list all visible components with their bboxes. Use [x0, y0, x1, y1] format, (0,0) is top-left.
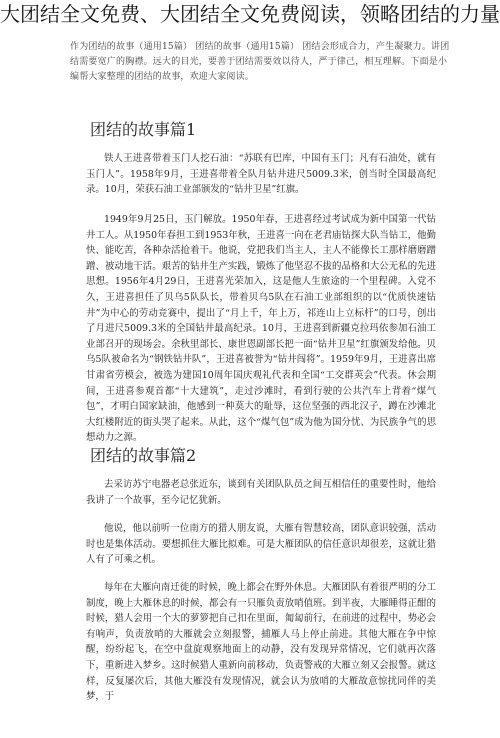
section-2-paragraph-1: 去采访苏宁电器老总张近东，谈到有关团队队员之间互相信任的重要性时，他给我讲了一个故事，至今记忆犹新。 — [86, 479, 436, 506]
section-heading-1: 团结的故事篇1 — [90, 120, 197, 139]
intro-paragraph: 作为团结的故事（通用15篇） 团结的故事（通用15篇） 团结会形成合力，产生凝聚力。讲团结需要宽广的胸襟。远大的目光，要善于团结需要效以待人，严于律己，相互理解。下面是小编帮大家整理的团结的故事，欢迎大家阅读。 — [70, 42, 450, 82]
section-1-paragraph-1: 铁人王进喜带着玉门人挖石油：“苏联有巴库，中国有玉门；凡有石油处，就有玉门人”。1958年9月，王进喜带着全队月钻井进尺5009.3米，创当时全国最高纪录。10月，荣获石油工业部颁发的“钻井卫星”红旗。 — [86, 153, 436, 196]
section-2-paragraph-2: 他说，他以前听一位南方的猎人朋友说，大雁有智慧较高，团队意识较强，活动时也是集体活动。要想抓住大雁比拟难。可是大雁团队的信任意识却很差，这就让猎人有了可乘之机。 — [86, 523, 436, 566]
page-title: 大团结全文免费、大团结全文免费阅读，领略团结的力量 — [0, 2, 500, 26]
section-heading-2: 团结的故事篇2 — [90, 446, 197, 465]
section-1-paragraph-2: 1949年9月25日，玉门解放。1950年春，王进喜经过考试成为新中国第一代钻井工人。从1950年春担工到1953年秋，王进喜一向在老君庙钻探大队当钻工，他勤快、能吃苦，各种杂活抢着干。他说，党把我们当主人，主人不能像长工那样磨磨蹭蹭、被动地干活。艰苦的钻井生产实践，锻炼了他坚忍不拔的品格和大公无私的先进思想。1956年4月29日，王进喜光荣加入，这是他人生旅途的一个里程碑。入党不久，王进喜担任了贝乌5队队长，带着贝乌5队在石油工业部组织的以“优质快速钻井”为中心的劳动竞赛中，提出了“月上千，年上万，祁连山上立标杆”的口号，创出了月进尺5009.3米的全国钻井最高纪录。10月，王进喜到新疆克拉玛依参加石油工业部召开的现场会。余秋里部长、康世恩副部长把一面“钻井卫星”红旗颁发给他。贝乌5队被命名为“钢铁钻井队”，王进喜被誉为“钻井闯将”。1959年9月，王进喜出席甘肃省劳模会，被选为建国10周年国庆观礼代表和全国“工交群英会”代表。休会期间，王进喜参观首都“十大建筑”，走过沙滩时，看到行驶的公共汽车上背着“煤气包”，才明白国家缺油，他感到一种莫大的耻辱，这位坚强的西北汉子，蹲在沙滩北大红楼附近的街头哭了起来。从此，这个“煤气包”成为他为国分忧、为民族争气的思想动力之源。 — [86, 214, 436, 444]
section-2-paragraph-3: 每年在大雁向南迁徙的时候，晚上都会在野外休息。大雁团队有着很严明的分工制度，晚上大雁休息的时候，都会有一只雁负责放哨值班。到半夜，大雁睡得正酣的时候，猎人会用一个大的萝箩把自己扣在里面，匍匐前行，在前进的过程中，势必会有响声，负责放哨的大雁就会立刻报警，捕雁人马上停止前进。其他大雁在争中惊醒，纷纷起飞，在空中盘旋观察地面上的动静，没有发现异常情况，它们就再次落下，重新进入梦乡。这时候猎人重新向前移动，负责警戒的大雁立刻又会报警。就这样，反复屡次后，其他大雁没有发现情况，就会认为放哨的大雁故意惊扰同伴的美梦，于 — [86, 582, 436, 703]
